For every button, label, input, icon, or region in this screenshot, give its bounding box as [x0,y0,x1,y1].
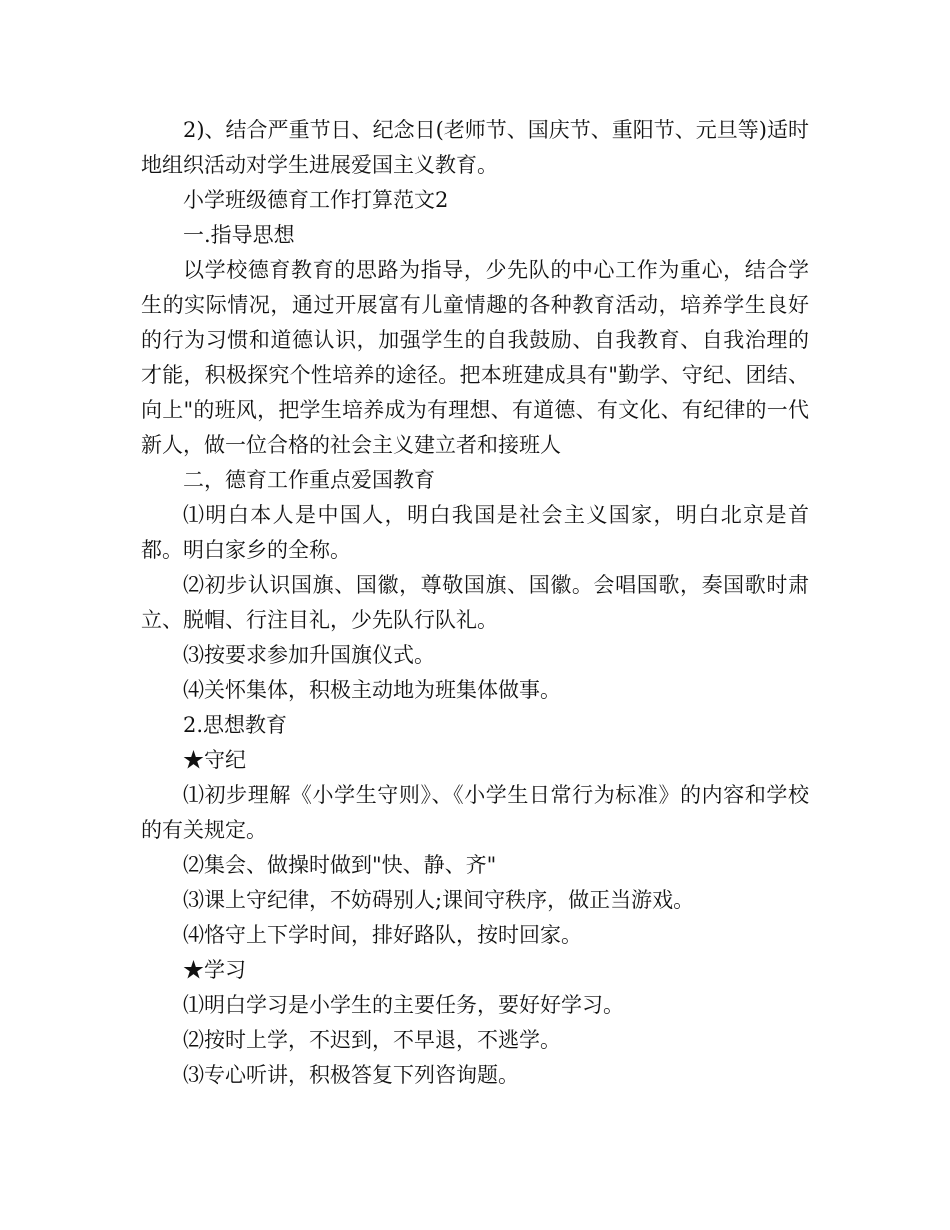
paragraph-holiday-activities: 2)、结合严重节日、纪念日(老师节、国庆节、重阳节、元旦等)适时地组织活动对学生进展爱国主义教育。 [141,118,809,177]
heading-guiding-ideology: 一.指导思想 [183,223,295,247]
list-item-study-3: ⑶专心听讲，积极答复下列咨询题。 [183,1063,519,1087]
list-item-discipline-1: ⑴初步理解《小学生守则》、《小学生日常行为标准》的内容和学校的有关规定。 [141,783,809,842]
list-item-patriotic-1: ⑴明白本人是中国人，明白我国是社会主义国家，明白北京是首都。明白家乡的全称。 [141,503,809,562]
list-item-study-2: ⑵按时上学，不迟到，不早退，不逃学。 [183,1028,561,1052]
paragraph-guiding-ideology: 以学校德育教育的思路为指导，少先队的中心工作为重心，结合学生的实际情况，通过开展富有儿童情趣的各种教育活动，培养学生良好的行为习惯和道德认识，加强学生的自我鼓励、自我教育、自我治理的才能，积极探究个性培养的途径。把本班建成具有"勤学、守纪、团结、向上"的班风，把学生培养成为有理想、有道德、有文化、有纪律的一代新人，做一位合格的社会主义建立者和接班人 [141,258,809,457]
heading-thought-education: 2.思想教育 [183,713,288,737]
heading-moral-focus: 二，德育工作重点爱国教育 [183,468,435,492]
list-item-discipline-2: ⑵集会、做操时做到"快、静、齐" [183,853,497,877]
list-item-patriotic-4: ⑷关怀集体，积极主动地为班集体做事。 [183,678,561,702]
list-item-patriotic-2: ⑵初步认识国旗、国徽，尊敬国旗、国徽。会唱国歌，奏国歌时肃立、脱帽、行注目礼，少先队行队礼。 [141,573,809,632]
subheading-study: ★学习 [183,958,246,982]
subheading-discipline: ★守纪 [183,748,246,772]
list-item-discipline-3: ⑶课上守纪律，不妨碍别人;课间守秩序，做正当游戏。 [183,888,695,912]
list-item-patriotic-3: ⑶按要求参加升国旗仪式。 [183,643,435,667]
list-item-discipline-4: ⑷恪守上下学时间，排好路队，按时回家。 [183,923,582,947]
section-title-plan-2: 小学班级德育工作打算范文2 [183,188,449,212]
list-item-study-1: ⑴明白学习是小学生的主要任务，要好好学习。 [183,993,624,1017]
